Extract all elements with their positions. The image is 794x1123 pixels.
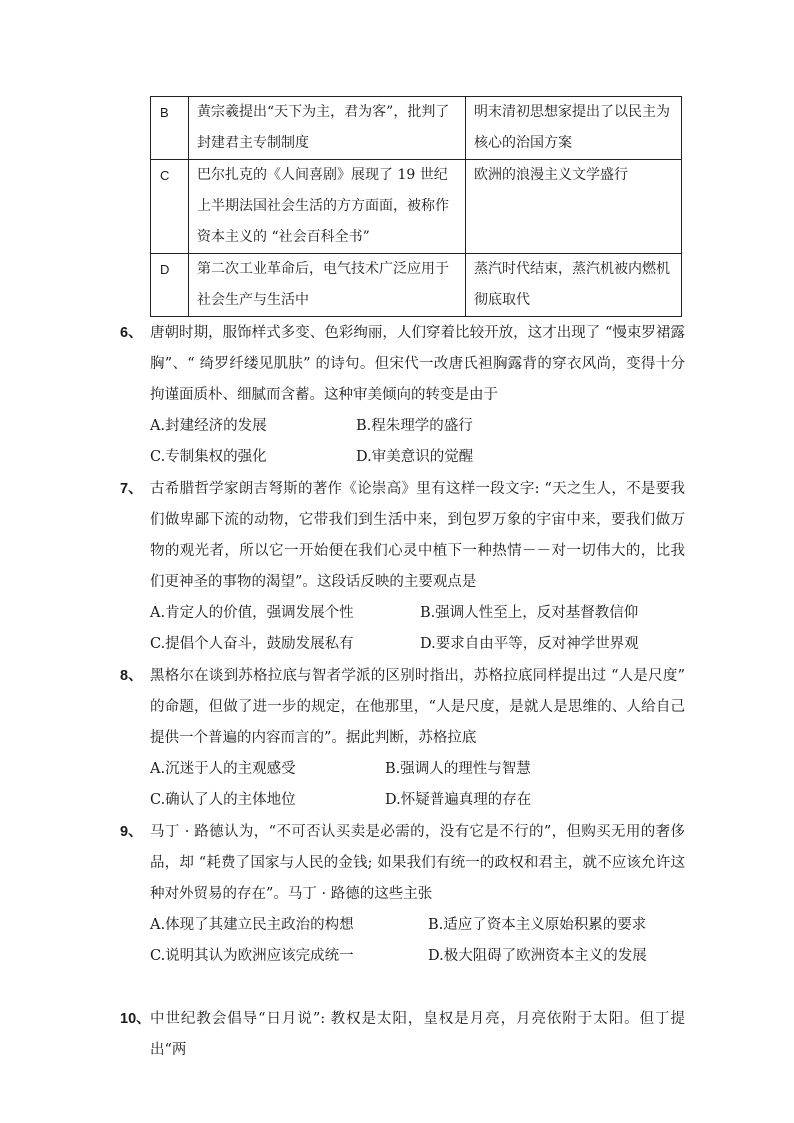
question-10: [120, 1004, 685, 1066]
option-a[interactable]: A.肯定人的价值，强调发展个性: [150, 605, 354, 621]
option-b[interactable]: B.强调人的理性与智慧: [385, 761, 531, 777]
option-a[interactable]: A.沉迷于人的主观感受: [150, 761, 296, 777]
option-c[interactable]: C.提倡个人奋斗，鼓励发展私有: [150, 636, 354, 652]
option-d[interactable]: D.怀疑普遍真理的存在: [385, 792, 532, 808]
options-table: [150, 96, 682, 317]
question-number: 9、: [120, 824, 143, 840]
option-row: [150, 941, 685, 972]
table-row: [151, 254, 682, 317]
option-row: [150, 785, 685, 816]
option-row: [150, 411, 685, 442]
option-row: [150, 910, 685, 941]
question-stem: 黑格尔在谈到苏格拉底与智者学派的区别时指出，苏格拉底同样提出过 “人是尺度” 的命题，但做了进一步的规定，在他那里，“人是尺度，是就人是思维的、人给自己提供一个普遍的内容而言的”。据此判断，苏格拉底: [150, 668, 685, 746]
option-d[interactable]: D.要求自由平等，反对神学世界观: [420, 636, 639, 652]
option-b[interactable]: B.程朱理学的盛行: [356, 418, 473, 434]
question-stem: 中世纪教会倡导“日月说”: 教权是太阳，皇权是月亮，月亮依附于太阳。但丁提出“两: [150, 1011, 685, 1058]
question-6: [120, 318, 685, 473]
question-7: [120, 474, 685, 660]
row-letter: C: [151, 160, 189, 254]
row-letter: D: [151, 254, 189, 317]
question-number: 6、: [120, 325, 143, 341]
row-letter: B: [151, 97, 189, 160]
option-row: [150, 754, 685, 785]
option-c[interactable]: C.确认了人的主体地位: [150, 792, 296, 808]
option-row: [150, 442, 685, 473]
row-inference: 蒸汽时代结束，蒸汽机被内燃机彻底取代: [466, 254, 682, 317]
question-stem: 古希腊哲学家朗吉弩斯的著作《论崇高》里有这样一段文字: “天之生人，不是要我们做卑鄙下流的动物，它带我们到生活中来，到包罗万象的宇宙中来，要我们做万物的观光者，所以它一开始便在我们心灵中植下一种热情－－对一切伟大的，比我们更神圣的事物的渴望”。这段话反映的主要观点是: [150, 481, 685, 590]
row-inference: 明末清初思想家提出了以民主为核心的治国方案: [466, 97, 682, 160]
option-d[interactable]: D.审美意识的觉醒: [356, 449, 474, 465]
option-a[interactable]: A.体现了其建立民主政治的构想: [150, 917, 354, 933]
question-number: 10、: [120, 1011, 151, 1027]
question-stem: 唐朝时期，服饰样式多变、色彩绚丽，人们穿着比较开放，这才出现了 “慢束罗裙露胸”、“ 绮罗纤缕见肌肤” 的诗句。但宋代一改唐氏袒胸露背的穿衣风尚，变得十分拘谨面质朴、细腻而含蓄。这种审美倾向的转变是由于: [150, 325, 685, 403]
option-c[interactable]: C.说明其认为欧洲应该完成统一: [150, 948, 354, 964]
option-c[interactable]: C.专制集权的强化: [150, 449, 267, 465]
row-event: 黄宗羲提出“天下为主，君为客”，批判了封建君主专制制度: [189, 97, 466, 160]
question-8: [120, 661, 685, 816]
option-row: [150, 598, 685, 629]
option-d[interactable]: D.极大阻碍了欧洲资本主义的发展: [428, 948, 647, 964]
question-number: 7、: [120, 481, 143, 497]
option-b[interactable]: B.强调人性至上，反对基督教信仰: [420, 605, 639, 621]
option-a[interactable]: A.封建经济的发展: [150, 418, 267, 434]
row-event: 巴尔扎克的《人间喜剧》展现了 19 世纪上半期法国社会生活的方方面面，被称作资本主义的 “社会百科全书”: [189, 160, 466, 254]
question-stem: 马丁 · 路德认为，“不可否认买卖是必需的，没有它是不行的”，但购买无用的奢侈品，却 “耗费了国家与人民的金钱; 如果我们有统一的政权和君主，就不应该允许这种对外贸易的存在”。马丁 · 路德的这些主张: [150, 824, 685, 902]
row-event: 第二次工业革命后，电气技术广泛应用于社会生产与生活中: [189, 254, 466, 317]
option-b[interactable]: B.适应了资本主义原始积累的要求: [428, 917, 647, 933]
table-row: [151, 160, 682, 254]
question-number: 8、: [120, 668, 143, 684]
option-row: [150, 629, 685, 660]
row-inference: 欧洲的浪漫主义文学盛行: [466, 160, 682, 254]
table-row: [151, 97, 682, 160]
question-9: [120, 817, 685, 972]
